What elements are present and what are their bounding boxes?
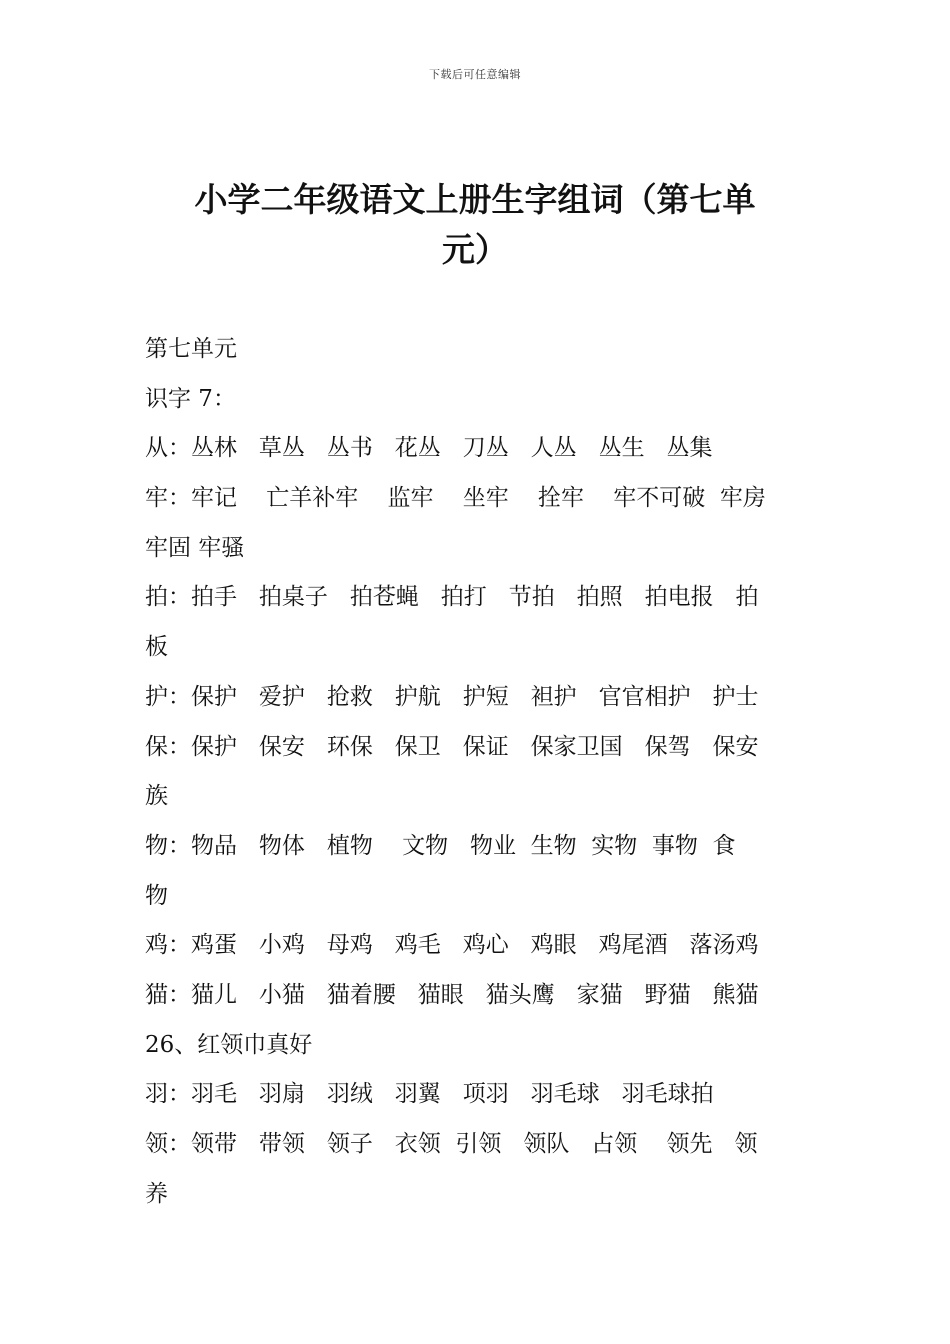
word-line: 板: [145, 634, 168, 661]
word-line: 羽：羽毛 羽扇 羽绒 羽翼 项羽 羽毛球 羽毛球拍: [145, 1081, 714, 1108]
lesson-heading: 26、红领巾真好: [145, 1031, 313, 1058]
word-line: 养: [145, 1180, 168, 1207]
word-line: 族: [145, 783, 168, 810]
word-line: 物: [145, 882, 168, 909]
page-header-note: 下载后可任意编辑: [429, 68, 521, 81]
word-line: 牢固 牢骚: [145, 534, 245, 561]
word-line: 猫：猫儿 小猫 猫着腰 猫眼 猫头鹰 家猫 野猫 熊猫: [145, 981, 759, 1008]
lesson-heading: 识字 7：: [145, 385, 236, 412]
word-line: 从：丛林 草丛 丛书 花丛 刀丛 人丛 丛生 丛集: [145, 435, 713, 462]
document-title-line-1: 小学二年级语文上册生字组词（第七单: [194, 180, 756, 219]
word-line: 护：保护 爱护 抢救 护航 护短 袒护 官官相护 护士: [145, 683, 759, 710]
document-title: [170, 175, 780, 275]
word-line: 保：保护 保安 环保 保卫 保证 保家卫国 保驾 保安: [145, 733, 759, 760]
word-line: 领：领带 带领 领子 衣领 引领 领队 占领 领先 领: [145, 1131, 758, 1157]
document-title-line-2: 元）: [442, 230, 508, 269]
word-line: 拍：拍手 拍桌子 拍苍蝇 拍打 节拍 拍照 拍电报 拍: [145, 584, 759, 611]
word-line: 牢：牢记 亡羊补牢 监牢 坐牢 拴牢 牢不可破 牢房: [145, 485, 766, 512]
word-line: 鸡：鸡蛋 小鸡 母鸡 鸡毛 鸡心 鸡眼 鸡尾酒 落汤鸡: [145, 932, 759, 959]
document-body: [145, 325, 815, 1219]
section-heading: 第七单元: [145, 336, 237, 362]
word-line: 物：物品 物体 植物 文物 物业 生物 实物 事物 食: [145, 832, 736, 859]
